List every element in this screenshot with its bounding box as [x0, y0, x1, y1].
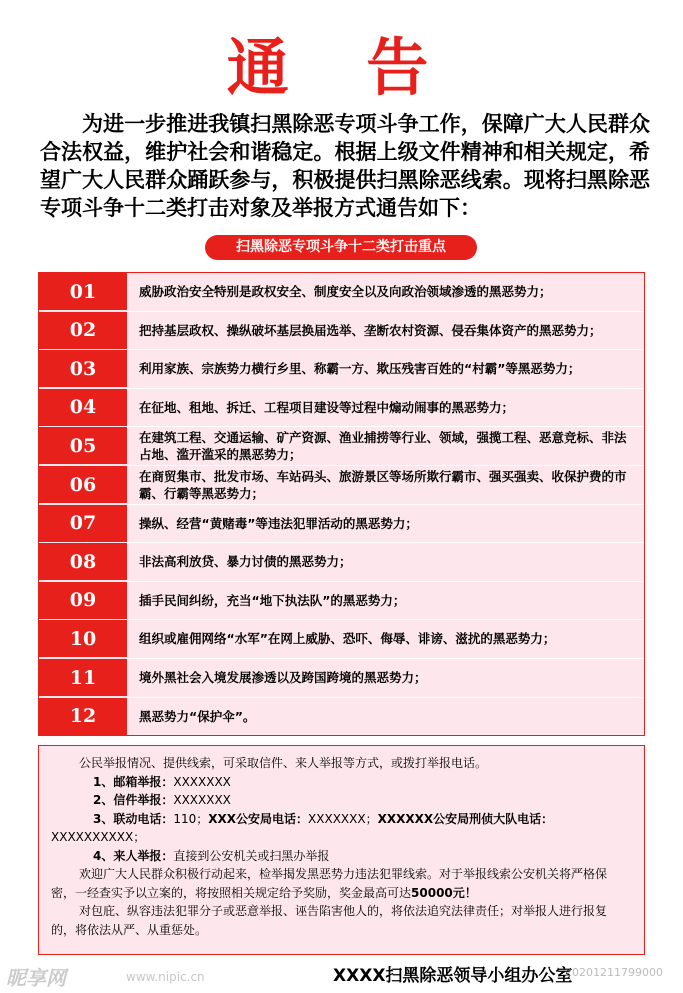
target-row [39, 427, 644, 466]
target-row [39, 350, 644, 389]
target-number: 09 [39, 582, 127, 619]
target-row [39, 273, 644, 312]
target-text: 黑恶势力“保护伞”。 [139, 708, 256, 724]
target-row [39, 389, 644, 428]
report-warning: 对包庇、纵容违法犯罪分子或恶意举报、诬告陷害他人的，将依法追究法律责任；对举报人进行报复的，将依法从严、从重惩处。 [51, 904, 608, 937]
target-row [39, 620, 644, 659]
target-number: 01 [39, 273, 127, 310]
intro-paragraph: 为进一步推进我镇扫黑除恶专项斗争工作，保障广大人民群众合法权益，维护社会和谐稳定。根据上级文件精神和相关规定，希望广大人民群众踊跃参与，积极提供扫黑除恶线索。现将扫黑除恶专项斗争十二类打击对象及举报方式通告如下： [40, 112, 650, 220]
letter-value: XXXXXXX [173, 793, 231, 807]
report-reward [51, 865, 628, 902]
report-letter [51, 791, 628, 810]
target-text: 在商贸集市、批发市场、车站码头、旅游景区等场所欺行霸市、强买强卖、收保护费的市霸、行霸等黑恶势力； [139, 468, 627, 501]
report-mail [51, 773, 628, 792]
target-text: 在建筑工程、交通运输、矿产资源、渔业捕捞等行业、领域，强揽工程、恶意竞标、非法占地、滥开滥采的黑恶势力； [139, 429, 627, 462]
targets-table [38, 272, 645, 736]
brigade-value: XXXXXXXXXX； [51, 830, 146, 844]
targets-banner: 扫黑除恶专项斗争十二类打击重点 [205, 235, 477, 260]
bureau-label: XXX公安局电话： [208, 811, 309, 826]
target-row [39, 505, 644, 544]
visit-label: 4、来人举报： [93, 848, 174, 863]
report-section [38, 745, 645, 955]
report-visit [51, 847, 628, 866]
letter-label: 2、信件举报： [93, 793, 174, 807]
target-text: 威胁政治安全特别是政权安全、制度安全以及向政治领域渗透的黑恶势力； [139, 284, 552, 299]
target-row [39, 582, 644, 621]
target-number: 12 [39, 698, 127, 735]
visit-value: 直接到公安机关或扫黑办举报 [173, 848, 330, 863]
target-number: 07 [39, 505, 127, 542]
target-row [39, 466, 644, 505]
watermark-brand: 昵享网 [6, 966, 66, 990]
mail-value: XXXXXXX [173, 774, 231, 789]
target-number: 03 [39, 350, 127, 387]
target-row [39, 312, 644, 351]
watermark-url: www.nipic.cn [126, 970, 205, 984]
target-text: 境外黑社会入境发展渗透以及跨国跨境的黑恶势力； [139, 670, 427, 685]
notice-title: 通 告 [226, 31, 457, 104]
target-number: 04 [39, 389, 127, 426]
target-row [39, 698, 644, 737]
target-number: 10 [39, 620, 127, 657]
target-text: 在征地、租地、拆迁、工程项目建设等过程中煽动闹事的黑恶势力； [139, 399, 515, 415]
target-text: 操纵、经营“黄赌毒”等违法犯罪活动的黑恶势力； [139, 515, 418, 531]
mail-label: 1、邮箱举报： [93, 774, 174, 789]
reward-text: 欢迎广大人民群众积极行动起来，检举揭发黑恶势力违法犯罪线索。对于举报线索公安机关将严格保密，一经查实予以立案的，将按照相关规定给予奖励，奖金最高可达 [51, 867, 608, 900]
bureau-value: XXXXXXX； [308, 811, 378, 826]
target-number: 11 [39, 659, 127, 696]
target-text: 插手民间纠纷，充当“地下执法队”的黑恶势力； [139, 592, 406, 608]
target-number: 05 [39, 427, 127, 464]
phone-value: 110； [173, 811, 209, 826]
target-row [39, 659, 644, 698]
watermark-id: 20201211799000 [565, 966, 663, 979]
target-text: 组织或雇佣网络“水军”在网上威胁、恐吓、侮辱、诽谤、滋扰的黑恶势力； [139, 631, 556, 647]
phone-label: 3、联动电话： [93, 811, 174, 826]
brigade-label: XXXXXX公安局刑侦大队电话： [377, 811, 554, 826]
reward-amount: 50000元！ [411, 885, 477, 900]
report-phone [51, 810, 628, 847]
issuer-signature: XXXX扫黑除恶领导小组办公室 [333, 966, 573, 986]
target-number: 08 [39, 543, 127, 580]
target-text: 利用家族、宗族势力横行乡里、称霸一方、欺压残害百姓的“村霸”等黑恶势力； [139, 361, 581, 377]
target-text: 把持基层政权、操纵破坏基层换届选举、垄断农村资源、侵吞集体资产的黑恶势力； [139, 322, 602, 338]
target-row [39, 543, 644, 582]
target-text: 非法高利放贷、暴力讨债的黑恶势力； [139, 554, 352, 570]
report-lead: 公民举报情况、提供线索，可采取信件、来人举报等方式，或拨打举报电话。 [79, 756, 488, 770]
target-number: 02 [39, 312, 127, 349]
target-number: 06 [39, 466, 127, 503]
